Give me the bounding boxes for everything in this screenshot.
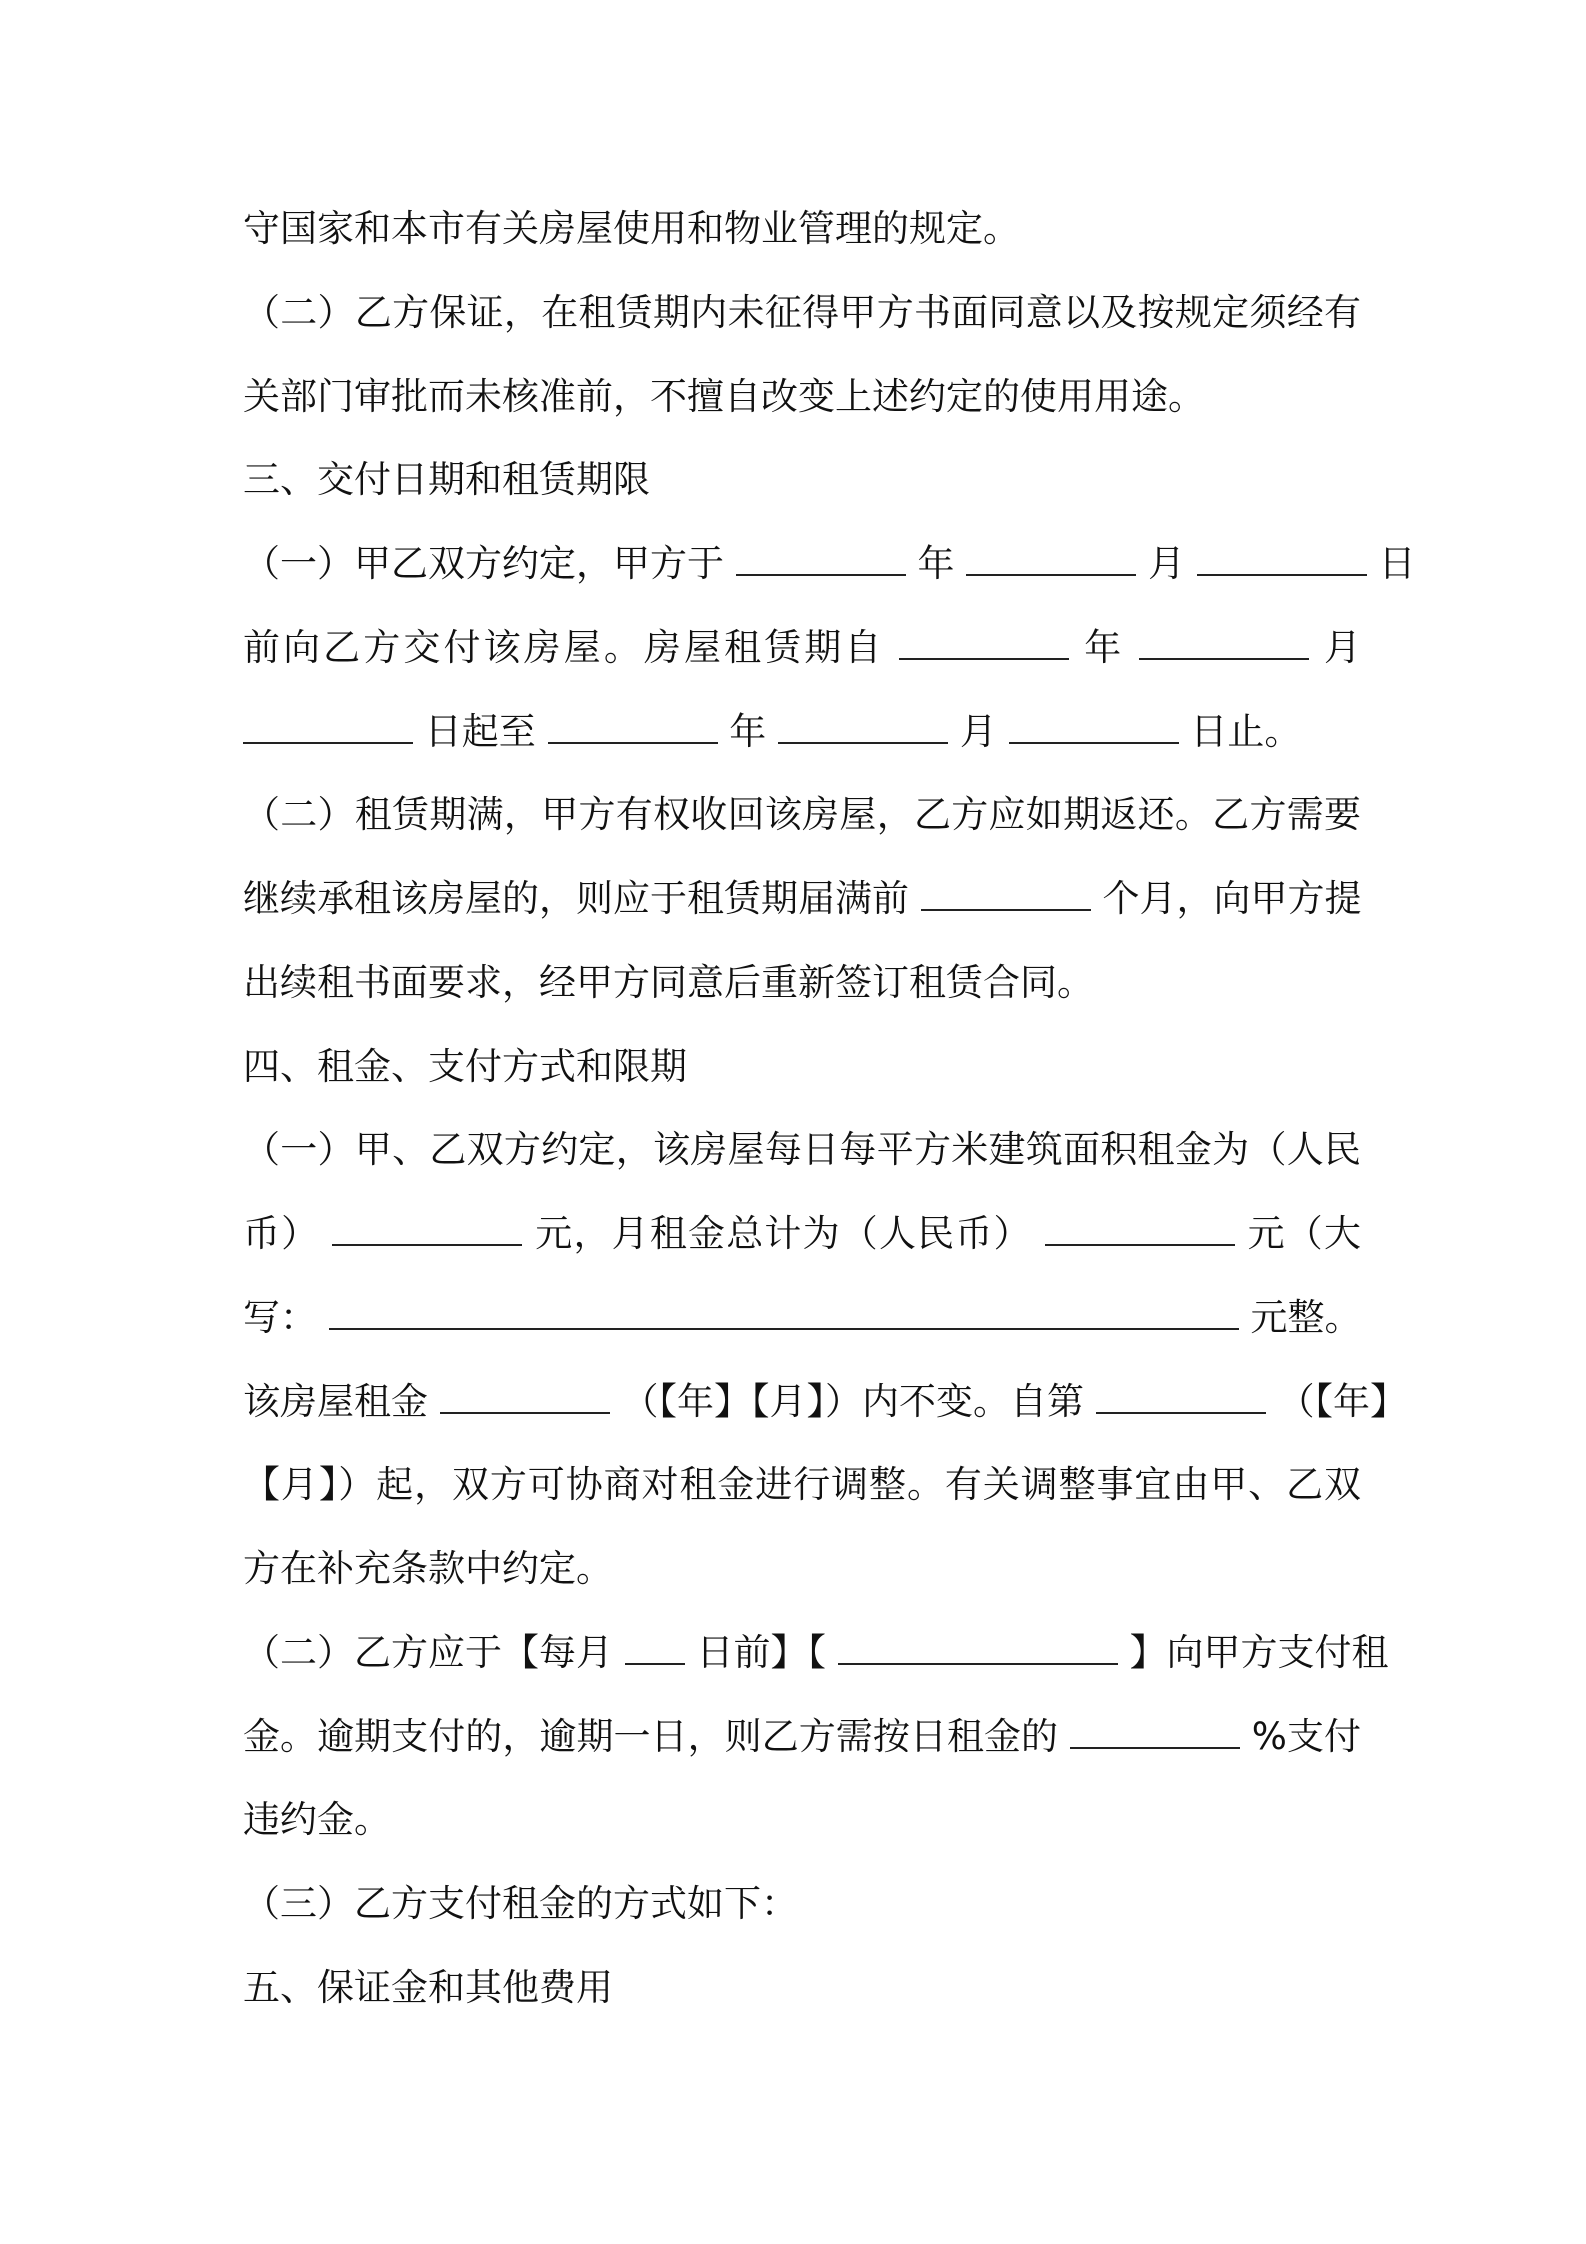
fill-in-blank[interactable] (921, 876, 1091, 911)
fill-in-blank[interactable] (736, 541, 906, 576)
heading-text: 三、交付日期和租赁期限 (243, 458, 650, 501)
text-segment: 日 (1378, 542, 1416, 585)
text-line-2 (243, 271, 1361, 355)
text-line-13 (243, 1192, 1361, 1276)
fill-in-blank[interactable] (899, 625, 1069, 660)
text-segment: 月 (1324, 626, 1362, 669)
fill-in-blank[interactable] (548, 709, 718, 744)
heading-text: 四、租金、支付方式和限期 (243, 1045, 687, 1088)
section-heading-4 (243, 1025, 1361, 1109)
text-segment: 年 (1084, 626, 1125, 669)
section-heading-5 (243, 1946, 1361, 2030)
text-segment: 】向甲方支付租 (1129, 1631, 1389, 1674)
fill-in-blank[interactable] (1197, 541, 1367, 576)
text-line-9 (243, 857, 1361, 941)
text-segment: 年 (917, 542, 955, 585)
fill-in-blank[interactable] (332, 1211, 522, 1246)
text-segment: 元，月租金总计为（人民币） (535, 1212, 1032, 1255)
text-line-10 (243, 941, 1361, 1025)
text-line-1 (243, 187, 1361, 271)
fill-in-blank[interactable] (1045, 1211, 1235, 1246)
text-line-3 (243, 355, 1361, 439)
fill-in-blank[interactable] (625, 1630, 685, 1665)
section-heading-3 (243, 438, 1361, 522)
text-segment: 日起至 (424, 710, 536, 753)
text-segment: 日前】【 (696, 1631, 827, 1674)
text-segment: 【月】）起，双方可协商对租金进行调整。有关调整事宜由甲、乙双 (243, 1463, 1361, 1506)
text-segment: （三）乙方支付租金的方式如下： (243, 1882, 798, 1925)
text-line-17 (243, 1527, 1361, 1611)
text-segment: 出续租书面要求，经甲方同意后重新签订租赁合同。 (243, 961, 1094, 1004)
text-line-8 (243, 773, 1361, 857)
fill-in-blank[interactable] (778, 709, 948, 744)
text-segment: 金。逾期支付的，逾期一日，则乙方需按日租金的 (243, 1715, 1059, 1758)
heading-text: 五、保证金和其他费用 (243, 1966, 613, 2009)
text-line-20 (243, 1778, 1361, 1862)
text-segment: 元（大 (1247, 1212, 1361, 1255)
fill-in-blank[interactable] (1096, 1379, 1266, 1414)
text-segment: 守国家和本市有关房屋使用和物业管理的规定。 (243, 207, 1020, 250)
text-segment: 月 (959, 710, 997, 753)
text-segment: 写： (243, 1296, 317, 1339)
text-segment: （【年】 (1277, 1380, 1408, 1423)
fill-in-blank[interactable] (838, 1630, 1118, 1665)
text-line-21 (243, 1862, 1361, 1946)
text-line-7 (243, 690, 1361, 774)
text-segment: 前向乙方交付该房屋。房屋租赁期自 (243, 626, 885, 669)
text-segment: 币） (243, 1212, 320, 1255)
text-segment: %支付 (1251, 1715, 1361, 1758)
text-segment: （二）乙方应于【每月 (243, 1631, 613, 1674)
text-segment: （二）租赁期满，甲方有权收回该房屋，乙方应如期返还。乙方需要 (243, 793, 1361, 836)
text-line-5 (243, 522, 1416, 606)
text-line-19 (243, 1695, 1361, 1779)
text-segment: 月 (1148, 542, 1186, 585)
fill-in-blank[interactable] (1009, 709, 1179, 744)
text-segment: 个月，向甲方提 (1102, 877, 1362, 920)
text-line-16 (243, 1443, 1361, 1527)
text-segment: 违约金。 (243, 1798, 391, 1841)
text-segment: 年 (729, 710, 767, 753)
fill-in-blank[interactable] (966, 541, 1136, 576)
text-segment: 该房屋租金 (243, 1380, 428, 1423)
text-segment: 继续承租该房屋的，则应于租赁期届满前 (243, 877, 909, 920)
text-line-12 (243, 1108, 1361, 1192)
text-segment: 日止。 (1190, 710, 1302, 753)
fill-in-blank[interactable] (1070, 1714, 1240, 1749)
fill-in-blank[interactable] (329, 1295, 1239, 1330)
text-segment: 方在补充条款中约定。 (243, 1547, 613, 1590)
text-line-6 (243, 606, 1361, 690)
text-segment: 元整。 (1250, 1296, 1362, 1339)
text-segment: （【年】【月】）内不变。自第 (621, 1380, 1085, 1423)
text-segment: （一）甲、乙双方约定，该房屋每日每平方米建筑面积租金为（人民 (243, 1128, 1361, 1171)
fill-in-blank[interactable] (440, 1379, 610, 1414)
fill-in-blank[interactable] (1139, 625, 1309, 660)
fill-in-blank[interactable] (243, 709, 413, 744)
text-segment: （一）甲乙双方约定，甲方于 (243, 542, 724, 585)
text-segment: （二）乙方保证，在租赁期内未征得甲方书面同意以及按规定须经有 (243, 291, 1361, 334)
text-line-18 (243, 1611, 1389, 1695)
text-segment: 关部门审批而未核准前，不擅自改变上述约定的使用用途。 (243, 375, 1205, 418)
text-line-14 (243, 1276, 1361, 1360)
text-line-15 (243, 1360, 1408, 1444)
